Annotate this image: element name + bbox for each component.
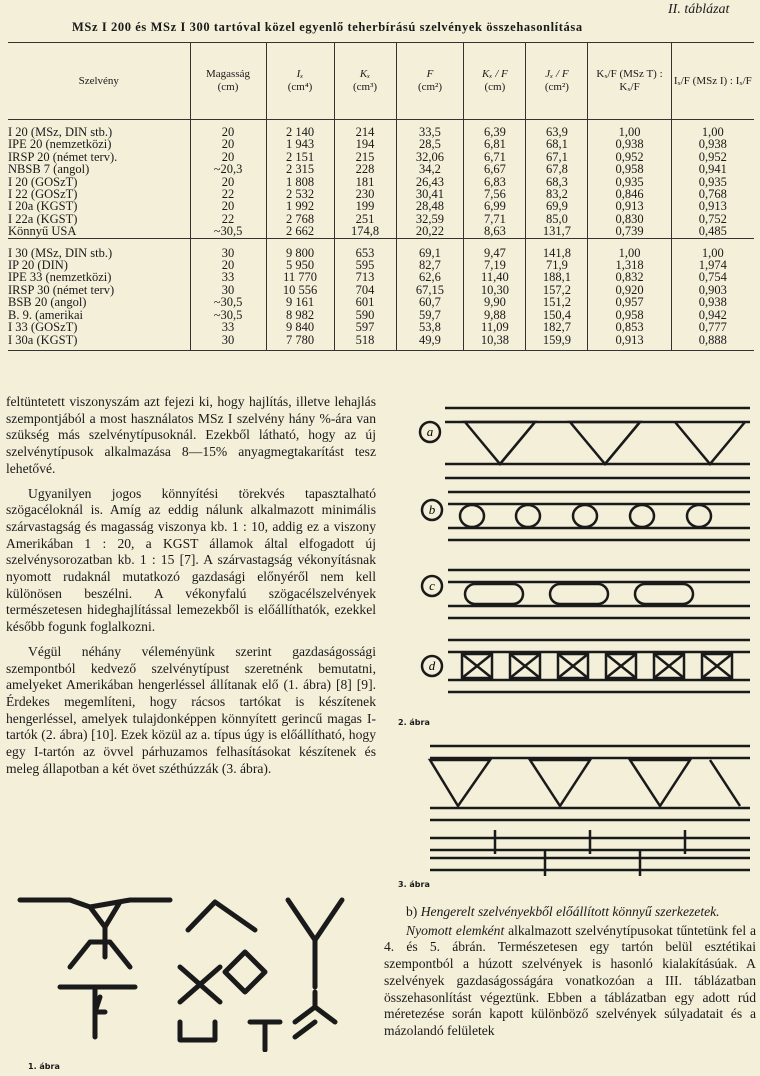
figure-2-label-b: b	[428, 502, 436, 517]
table-cell: 0,952	[588, 151, 671, 163]
table-cell: 0,935	[588, 176, 671, 188]
table-cell: 67,15	[396, 284, 464, 296]
table-body	[8, 120, 754, 351]
table-cell: 713	[334, 271, 396, 283]
right-text-column	[384, 904, 756, 1048]
table-row	[8, 334, 754, 346]
table-cell: 228	[334, 163, 396, 175]
table-cell: 8,63	[464, 225, 526, 238]
table-cell: 10,38	[464, 334, 526, 346]
table-cell: 1,00	[671, 126, 754, 138]
figure-3-castellated-beam	[410, 738, 755, 878]
table-cell: 20	[190, 176, 266, 188]
table-row	[8, 225, 754, 238]
table-cell: 5 950	[266, 259, 334, 271]
table-cell: 20,22	[396, 225, 464, 238]
col-header-ix: Iₓ (cm⁴)	[266, 43, 334, 120]
table-cell: 67,1	[526, 151, 588, 163]
table-cell: 32,06	[396, 151, 464, 163]
table-cell: 0,485	[671, 225, 754, 238]
table-title: MSz I 200 és MSz I 300 tartóval közel egyenlő teherbírású szelvények összehasonlítása	[72, 20, 583, 34]
table-cell: 7,71	[464, 213, 526, 225]
table-cell: 20	[190, 200, 266, 212]
table-cell: 6,83	[464, 176, 526, 188]
table-cell-section: I 20a (KGST)	[8, 199, 78, 214]
table-cell: 20	[190, 126, 266, 138]
table-cell: 9 161	[266, 296, 334, 308]
table-cell: 597	[334, 321, 396, 333]
table-cell: 0,913	[588, 334, 671, 346]
table-cell: 7,19	[464, 259, 526, 271]
col-header-ratio-t: Kₓ/F (MSz T) : Kₓ/F	[588, 43, 671, 120]
table-cell: 157,2	[526, 284, 588, 296]
table-cell: 6,39	[464, 126, 526, 138]
table-cell: 9 840	[266, 321, 334, 333]
table-cell: 6,81	[464, 138, 526, 150]
figure-2-label-d: d	[428, 658, 436, 673]
table-cell: 10,30	[464, 284, 526, 296]
table-cell: 26,43	[396, 176, 464, 188]
table-cell-section: I 20 (GOSzT)	[8, 174, 78, 189]
table-cell: 150,4	[526, 309, 588, 321]
table-cell: 1 943	[266, 138, 334, 150]
table-cell: 159,9	[526, 334, 588, 346]
table-cell: 1,00	[588, 126, 671, 138]
table-header-row	[8, 43, 754, 120]
table-cell: 215	[334, 151, 396, 163]
table-cell: 0,830	[588, 213, 671, 225]
table-cell: 181	[334, 176, 396, 188]
table-cell: 0,853	[588, 321, 671, 333]
table-cell: 30	[190, 247, 266, 259]
table-cell-section: I 22 (GOSzT)	[8, 187, 78, 202]
table-cell: ~30,5	[190, 309, 266, 321]
figure-2-open-web-girders	[410, 400, 755, 710]
table-cell: 1,00	[588, 247, 671, 259]
table-cell: 601	[334, 296, 396, 308]
table-cell: 2 315	[266, 163, 334, 175]
table-cell-section: I 22a (KGST)	[8, 211, 78, 226]
table-cell: 11,40	[464, 271, 526, 283]
table-cell: 0,958	[588, 163, 671, 175]
table-cell: ~20,3	[190, 163, 266, 175]
table-cell: 68,3	[526, 176, 588, 188]
table-cell: 6,71	[464, 151, 526, 163]
table-cell: 653	[334, 247, 396, 259]
figure-1-sections	[10, 872, 380, 1052]
table-cell-section: IP 20 (DIN)	[8, 258, 68, 273]
table-cell: 0,903	[671, 284, 754, 296]
table-cell: 9,88	[464, 309, 526, 321]
table-cell: 20	[190, 151, 266, 163]
figure-1-caption: 1. ábra	[28, 1062, 60, 1071]
table-row	[8, 321, 754, 333]
table-cell: 63,9	[526, 126, 588, 138]
col-header-szelveny: Szelvény	[78, 74, 119, 87]
table-row	[8, 163, 754, 175]
table-cell: 0,832	[588, 271, 671, 283]
table-label: II. táblázat	[668, 2, 730, 17]
table-cell: 0,941	[671, 163, 754, 175]
table-cell: 33,5	[396, 126, 464, 138]
table-cell: 6,99	[464, 200, 526, 212]
table-cell: 0,913	[671, 200, 754, 212]
table-cell: 1,00	[671, 247, 754, 259]
figure-3-caption: 3. ábra	[398, 880, 430, 889]
table-cell: 22	[190, 188, 266, 200]
table-cell: 194	[334, 138, 396, 150]
table-cell: 0,768	[671, 188, 754, 200]
col-header-magassag: Magasság (cm)	[190, 43, 266, 120]
paragraph-1: feltüntetett viszonyszám azt fejezi ki, hogy hajlítás, illetve lehajlás szempontjából a most használatos MSz I szelvény hány %-ára van szükség más szelvénytípusoknál. Ezekből látható, hogy az új szelvénytípusok alkalmazása 8—15% anyagmegtakarítást tesz lehetővé.	[6, 394, 376, 476]
section-heading-b: b) Hengerelt szelvényekből előállított könnyű szerkezetek.	[406, 904, 720, 919]
table-cell-section: BSB 20 (angol)	[8, 295, 87, 310]
table-cell-section: B. 9. (amerikai	[8, 307, 83, 322]
table-cell: 30,41	[396, 188, 464, 200]
table-cell: 28,5	[396, 138, 464, 150]
table-cell: 9,90	[464, 296, 526, 308]
table-row	[8, 138, 754, 150]
table-cell: 10 556	[266, 284, 334, 296]
table-cell: 7 780	[266, 334, 334, 346]
table-cell: 141,8	[526, 247, 588, 259]
table-cell: 28,48	[396, 200, 464, 212]
table-cell: 71,9	[526, 259, 588, 271]
col-header-kx: Kₓ (cm³)	[334, 43, 396, 120]
table-cell: 2 140	[266, 126, 334, 138]
table-cell: 53,8	[396, 321, 464, 333]
table-cell: 2 768	[266, 213, 334, 225]
table-cell: 82,7	[396, 259, 464, 271]
table-cell: 67,8	[526, 163, 588, 175]
table-cell: 1,318	[588, 259, 671, 271]
table-cell: 0,958	[588, 309, 671, 321]
table-cell-section: I 33 (GOSzT)	[8, 320, 78, 335]
table-cell: 0,777	[671, 321, 754, 333]
table-cell: 11,09	[464, 321, 526, 333]
table-cell-section: IPE 20 (nemzetközi)	[8, 137, 112, 152]
table-cell: 2 662	[266, 225, 334, 238]
table-cell: 20	[190, 138, 266, 150]
table-cell: 0,920	[588, 284, 671, 296]
table-cell: 0,752	[671, 213, 754, 225]
figure-2-caption: 2. ábra	[398, 718, 430, 727]
table-cell: ~30,5	[190, 225, 266, 238]
table-cell: 62,6	[396, 271, 464, 283]
table-cell: 518	[334, 334, 396, 346]
table-cell: 0,846	[588, 188, 671, 200]
table-cell-section: I 20 (MSz, DIN stb.)	[8, 125, 113, 139]
table-cell: 230	[334, 188, 396, 200]
col-header-kx-f: Kₓ / F (cm)	[464, 43, 526, 120]
figure-2-label-a: a	[426, 424, 434, 439]
table-cell: 2 151	[266, 151, 334, 163]
table-cell: 0,952	[671, 151, 754, 163]
comparison-table	[8, 42, 754, 351]
table-cell: 0,935	[671, 176, 754, 188]
table-cell: 595	[334, 259, 396, 271]
table-cell: 0,913	[588, 200, 671, 212]
table-cell-section: IPE 33 (nemzetközi)	[8, 270, 112, 285]
table-row	[8, 296, 754, 308]
table-cell: 11 770	[266, 271, 334, 283]
paragraph-right-1: Nyomott elemként alkalmazott szelvénytípusokat tűntetünk fel a 4. és 5. ábrán. Természetesen egy tartón belül esztétikai szempontból a húzott szelvények is hasonló kialakításúak. A szelvények gazdaságosságára vonatkozóan a III. táblázatban összehasonlítást végeztünk. Ebben a táblázatban egy adott rúd méretezése során kapott különböző szelvények súlyadatait és a mázolandó felületek	[384, 922, 756, 1038]
table-cell: 32,59	[396, 213, 464, 225]
table-cell: 0,957	[588, 296, 671, 308]
table-cell-section: I 30a (KGST)	[8, 332, 78, 347]
table-cell: 704	[334, 284, 396, 296]
table-cell: 131,7	[526, 225, 588, 238]
table-cell: 0,888	[671, 334, 754, 346]
paragraph-2: Ugyanilyen jogos könnyítési törekvés tapasztalható szögacéloknál is. Amíg az eddig nálunk alkalmazott minimális szárvastagság és magasság viszonya kb. 1 : 10, addig ez a viszony Amerikában 1 : 20, a KGST államok által elfogadott új szelvénysorozatban kb. 1 : 15 [7]. A szárvastagság vékonyításnak nyomott rudaknál mutatkozó gazdasági előnyéről nem kell különösen beszélni. A vékonyfalú szögacélszelvények természetesen hideghajlítással lemezekből is előállíthatók, ezekkel később fogunk foglalkozni.	[6, 485, 376, 635]
table-cell: 0,942	[671, 309, 754, 321]
col-header-jx-f: Jₓ / F (cm²)	[526, 43, 588, 120]
table-cell: 30	[190, 284, 266, 296]
table-cell-section: Könnyű USA	[8, 224, 77, 239]
table-cell: 30	[190, 334, 266, 346]
table-cell: 182,7	[526, 321, 588, 333]
table-cell: 2 532	[266, 188, 334, 200]
table-cell: 0,938	[671, 138, 754, 150]
table-cell: 8 982	[266, 309, 334, 321]
table-cell: 7,56	[464, 188, 526, 200]
table-cell: 69,9	[526, 200, 588, 212]
table-cell-section: IRSP 30 (német terv)	[8, 282, 115, 297]
figure-2-label-c: c	[429, 578, 435, 593]
table-cell: ~30,5	[190, 296, 266, 308]
table-cell: 69,1	[396, 247, 464, 259]
table-cell: 9,47	[464, 247, 526, 259]
table-row	[8, 200, 754, 212]
table-cell: 9 800	[266, 247, 334, 259]
table-cell: 20	[190, 259, 266, 271]
table-cell: 22	[190, 213, 266, 225]
table-cell: 0,938	[671, 296, 754, 308]
table-cell: 188,1	[526, 271, 588, 283]
table-cell: 6,67	[464, 163, 526, 175]
table-cell: 33	[190, 271, 266, 283]
table-cell-section: IRSP 20 (német terv).	[8, 149, 118, 164]
table-cell: 214	[334, 126, 396, 138]
table-cell: 83,2	[526, 188, 588, 200]
table-cell: 68,1	[526, 138, 588, 150]
table-cell: 59,7	[396, 309, 464, 321]
table-row	[8, 271, 754, 283]
table-cell: 33	[190, 321, 266, 333]
table-cell: 1,974	[671, 259, 754, 271]
table-cell: 199	[334, 200, 396, 212]
table-cell: 85,0	[526, 213, 588, 225]
table-cell: 60,7	[396, 296, 464, 308]
table-cell: 174,8	[334, 225, 396, 238]
col-header-ratio-i: Iₓ/F (MSz I) : Iₓ/F	[671, 43, 754, 120]
left-text-column	[6, 394, 376, 785]
table-cell: 590	[334, 309, 396, 321]
table-cell: 49,9	[396, 334, 464, 346]
col-header-f: F (cm²)	[396, 43, 464, 120]
table-cell: 1 992	[266, 200, 334, 212]
paragraph-3: Végül néhány véleményünk szerint gazdaságossági szempontból kedvező szelvénytípust szeretnénk bemutatni, amelyeket Amerikában hengerléssel állítanak elő (1. ábra) [8] [9]. Érdekes megemlíteni, hogy rácsos tartókat is készítenek hengerléssel, amelyek tulajdonképpen könnyített gerincű magas I-tartók (2. ábra) [10]. Ezek közül az a. típus úgy is előállítható, hogy egy I-tartón az övvel párhuzamos felhasításokat készítenek és meleg állapotban a két övet széthúzzák (3. ábra).	[6, 643, 376, 776]
table-cell: 0,754	[671, 271, 754, 283]
table-cell: 0,938	[588, 138, 671, 150]
table-cell: 251	[334, 213, 396, 225]
table-cell: 151,2	[526, 296, 588, 308]
table-cell: 1 808	[266, 176, 334, 188]
table-cell-section: NBSB 7 (angol)	[8, 162, 90, 177]
table-cell-section: I 30 (MSz, DIN stb.)	[8, 245, 113, 260]
table-cell: 34,2	[396, 163, 464, 175]
table-cell: 0,739	[588, 225, 671, 238]
